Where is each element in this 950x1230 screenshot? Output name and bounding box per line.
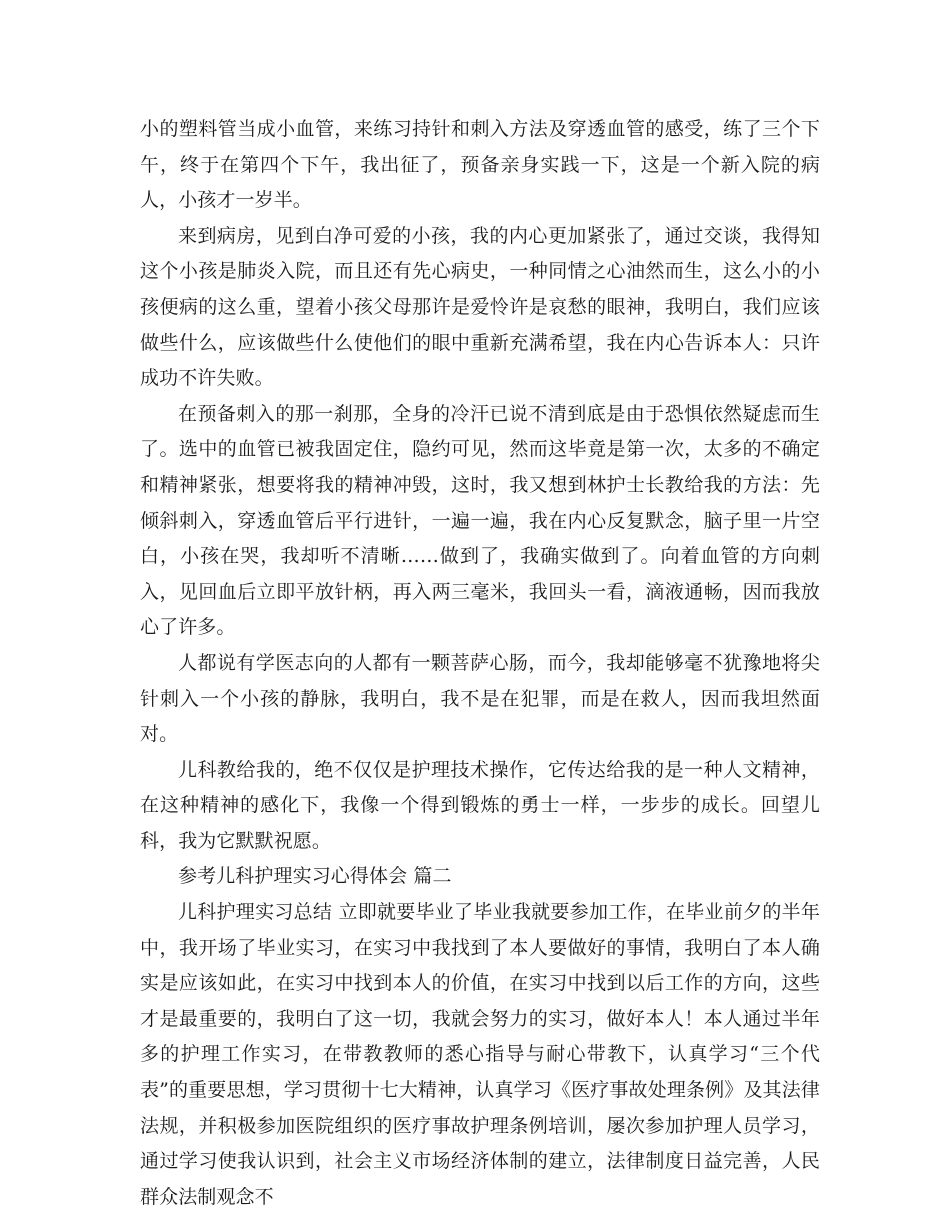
section-heading: 参考儿科护理实习心得体会 篇二 [178,865,452,888]
paragraph-bodhisattva: 人都说有学医志向的人都有一颗菩萨心肠，而今，我却能够毫不犹豫地将尖针刺入一个小孩的静脉，我明白，我不是在犯罪，而是在救人，因而我坦然面对。 [140,651,820,746]
paragraph-ward-visit: 来到病房，见到白净可爱的小孩，我的内心更加紧张了，通过交谈，我得知这个小孩是肺炎入院，而且还有先心病史，一种同情之心油然而生，这么小的小孩便病的这么重，望着小孩父母那许是爱怜许是哀愁的眼神，我明白，我们应该做些什么，应该做些什么使他们的眼中重新充满希望，我在内心告诉本人：只许成功不许失败。 [140,224,820,390]
paragraph-pediatrics-lesson: 儿科教给我的，绝不仅仅是护理技术操作，它传达给我的是一种人文精神，在这种精神的感化下，我像一个得到锻炼的勇士一样，一步步的成长。回望儿科，我为它默默祝愿。 [140,758,820,852]
paragraph-continuation: 小的塑料管当成小血管，来练习持针和刺入方法及穿透血管的感受，练了三个下午，终于在第四个下午，我出征了，预备亲身实践一下，这是一个新入院的病人，小孩才一岁半。 [140,118,820,212]
paragraph-injection: 在预备刺入的那一刹那，全身的冷汗已说不清到底是由于恐惧依然疑虑而生了。选中的血管已被我固定住，隐约可见，然而这毕竟是第一次，太多的不确定和精神紧张，想要将我的精神冲毁，这时，我又想到林护士长教给我的方法：先倾斜刺入，穿透血管后平行进针，一遍一遍，我在内心反复默念，脑子里一片空白，小孩在哭，我却听不清晰……做到了，我确实做到了。向着血管的方向刺入，见回血后立即平放针柄，再入两三毫米，我回头一看，滴液通畅，因而我放心了许多。 [140,402,820,639]
document-body [140,112,820,1215]
paragraph-internship-summary: 儿科护理实习总结 立即就要毕业了毕业我就要参加工作，在毕业前夕的半年中，我开场了毕业实习，在实习中我找到了本人要做好的事情，我明白了本人确实是应该如此，在实习中找到本人的价值，在实习中找到以后工作的方向，这些才是最重要的，我明白了这一切，我就会努力的实习，做好本人！本人通过半年多的护理工作实习，在带教教师的悉心指导与耐心带教下，认真学习“三个代表”的重要思想，学习贯彻十七大精神，认真学习《医疗事故处理条例》及其法律法规，并积极参加医院组织的医疗事故护理条例培训，屡次参加护理人员学习，通过学习使我认识到，社会主义市场经济体制的建立，法律制度日益完善，人民群众法制观念不 [140,901,820,1208]
